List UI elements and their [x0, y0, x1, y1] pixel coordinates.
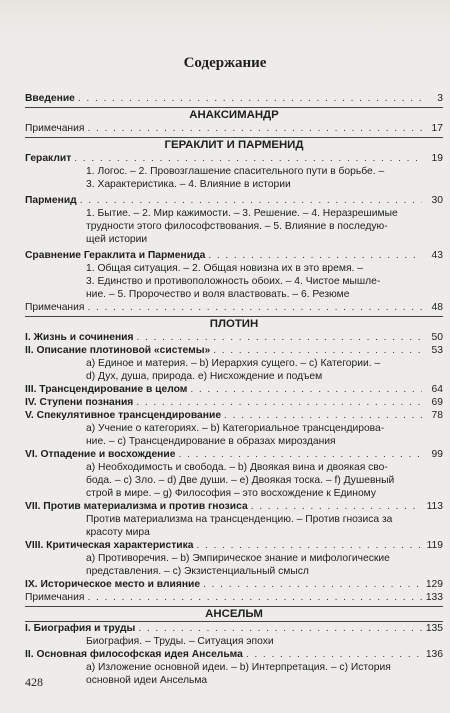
page-number: 428 [25, 675, 43, 689]
toc-entry[interactable] [25, 409, 443, 422]
section-header-heraclitus-parmenides: ГЕРАКЛИТ И ПАРМЕНИД [164, 139, 304, 151]
toc-entry-title: II. Основная философская идея Ансельма [25, 649, 243, 660]
toc-entry-title: Сравнение Гераклита и Парменида [25, 250, 206, 261]
toc-subentry-line: 1. Бытие. – 2. Мир кажимости. – 3. Решение. – 4. Неразрешимые [86, 208, 398, 219]
leader-dots [203, 578, 422, 591]
toc-entry-title: VIII. Критическая характеристика [25, 540, 194, 551]
toc-subentries [25, 661, 443, 687]
toc-subentry-line: щей истории [86, 234, 148, 245]
toc-entry-title: Примечания [25, 123, 85, 134]
toc-entry[interactable] [25, 344, 443, 357]
toc-entry-title: Примечания [25, 302, 85, 313]
toc-entry-page: 3 [437, 93, 443, 104]
toc-entry[interactable] [25, 622, 443, 635]
toc-entry-notes[interactable] [25, 591, 443, 604]
toc-entry-page: 50 [431, 332, 443, 343]
contents-heading: Содержание [183, 55, 267, 71]
toc-subentry-line: а) Противоречия. – b) Эмпирическое знание и мифологические [86, 553, 390, 564]
toc-entry-page: 17 [431, 123, 443, 134]
toc-entry-notes[interactable] [25, 301, 443, 314]
toc-entry[interactable] [25, 448, 443, 461]
toc-entry-title: Введение [25, 93, 75, 104]
toc-subentry-line: 1. Общая ситуация. – 2. Общая новизна их в это время. – [86, 263, 363, 274]
toc-subentries [25, 422, 443, 448]
leader-dots [74, 152, 422, 165]
toc-subentries [25, 513, 443, 539]
toc-entry-title: II. Описание плотиновой «системы» [25, 345, 211, 356]
toc-entry-page: 69 [431, 397, 443, 408]
leader-dots [224, 409, 422, 422]
toc-entry-page: 99 [431, 449, 443, 460]
toc-entry-comparison[interactable] [25, 249, 443, 262]
toc-entry-page: 43 [431, 250, 443, 261]
toc-entry-title: Парменид [25, 195, 77, 206]
leader-dots [80, 194, 422, 207]
plotinus-entries [25, 331, 443, 591]
toc-subentries [25, 207, 443, 246]
toc-entry[interactable] [25, 578, 443, 591]
toc-entry-page: 129 [425, 579, 443, 590]
leader-dots [78, 92, 422, 105]
toc-entry-intro[interactable] [25, 92, 443, 105]
toc-entry[interactable] [25, 539, 443, 552]
toc-subentries [25, 552, 443, 578]
toc-entry-title: VII. Против материализма и против гнозиса [25, 501, 248, 512]
toc-entry-page: 136 [425, 649, 443, 660]
leader-dots [246, 648, 422, 661]
toc-subentries [25, 262, 443, 301]
leader-dots [136, 396, 422, 409]
toc-subentry-line: d) Дух, душа, природа. е) Нисхождение и подъем [86, 371, 323, 382]
toc-subentries [25, 165, 443, 191]
toc-entry-title: III. Трансцендирование в целом [25, 384, 188, 395]
leader-dots [208, 249, 422, 262]
toc-subentry-line: ние. – c) Трансцендирование в образах мироздания [86, 436, 336, 447]
toc-entry-page: 113 [426, 501, 443, 512]
toc-entry-page: 30 [431, 195, 443, 206]
toc-subentry-line: представления. – c) Экзистенциальный смысл [86, 566, 309, 577]
toc-subentry-line: а) Единое и материя. – b) Иерархия сущего. – c) Категории. – [86, 358, 381, 369]
toc-entry-parmenides[interactable] [25, 194, 443, 207]
toc-entry-page: 64 [431, 384, 443, 395]
toc-entry-page: 135 [425, 623, 443, 634]
toc-entry-page: 48 [431, 302, 443, 313]
toc-entry-notes[interactable] [25, 122, 443, 135]
leader-dots [87, 591, 422, 604]
toc-entry-title: IV. Ступени познания [25, 397, 134, 408]
leader-dots [251, 500, 422, 513]
toc-subentry-line: Против материализма на трансценденцию. – Против гнозиса за [86, 514, 393, 525]
table-of-contents [25, 92, 443, 687]
leader-dots [87, 122, 422, 135]
toc-entry-page: 19 [431, 153, 443, 164]
bleed-through-top [0, 0, 450, 36]
toc-entry[interactable] [25, 648, 443, 661]
toc-entry-title: Гераклит [25, 153, 72, 164]
toc-subentry-line: строй в мире. – g) Философия – это восхождение к Единому [86, 488, 377, 499]
toc-entry-title: V. Спекулятивное трансцендирование [25, 410, 222, 421]
toc-subentry-line: 3. Единство и противоположность обоих. – 4. Чистое мышле- [86, 276, 381, 287]
leader-dots [87, 301, 422, 314]
toc-subentry-line: ние. – 5. Пророчество и воля властвовать. – 6. Резюме [86, 289, 350, 300]
toc-subentries [25, 357, 443, 383]
toc-subentries [25, 635, 443, 648]
toc-subentry-line: а) Необходимость и свобода. – b) Двоякая вина и двоякая сво- [86, 462, 388, 473]
toc-entry-title: I. Жизнь и сочинения [25, 332, 134, 343]
section-header-anselm: АНСЕЛЬМ [205, 608, 263, 620]
toc-subentry-line: бода. – c) Зло. – d) Две души. – e) Двоякая тоска. – f) Душевный [86, 475, 395, 486]
toc-entry[interactable] [25, 500, 443, 513]
toc-subentry-line: основной идеи Ансельма [86, 675, 208, 686]
toc-entry-page: 133 [425, 592, 443, 603]
leader-dots [137, 331, 422, 344]
toc-subentry-line: Биография. – Труды. – Ситуация эпохи [86, 636, 274, 647]
leader-dots [178, 448, 422, 461]
toc-entry-page: 53 [431, 345, 443, 356]
toc-entry-title: IX. Историческое место и влияние [25, 579, 201, 590]
toc-entry-title: Примечания [25, 592, 85, 603]
toc-subentry-line: красоту мира [86, 527, 150, 538]
toc-entry-title: VI. Отпадение и восхождение [25, 449, 176, 460]
leader-dots [138, 622, 422, 635]
toc-subentry-line: 3. Характеристика. – 4. Влияние в истории [86, 179, 291, 190]
toc-subentry-line: трудности этого философствования. – 5. Влияние в последую- [86, 221, 388, 232]
leader-dots [197, 539, 423, 552]
section-header-plotinus: ПЛОТИН [209, 318, 259, 330]
toc-entry-page: 119 [426, 540, 443, 551]
section-header-anaximander: АНАКСИМАНДР [189, 109, 279, 121]
leader-dots [190, 383, 422, 396]
toc-subentries [25, 461, 443, 500]
toc-entry[interactable] [25, 383, 443, 396]
toc-subentry-line: 1. Логос. – 2. Провозглашение спасительного пути в борьбе. – [86, 166, 385, 177]
toc-entry[interactable] [25, 331, 443, 344]
leader-dots [213, 344, 422, 357]
toc-entry-heraclitus[interactable] [25, 152, 443, 165]
toc-entry-title: I. Биография и труды [25, 623, 136, 634]
toc-subentry-line: а) Изложение основной идеи. – b) Интерпретация. – c) История [86, 662, 391, 673]
toc-subentry-line: а) Учение о категориях. – b) Категориальное трансцендирова- [86, 423, 385, 434]
anselm-entries [25, 622, 443, 687]
toc-entry[interactable] [25, 396, 443, 409]
toc-entry-page: 78 [431, 410, 443, 421]
